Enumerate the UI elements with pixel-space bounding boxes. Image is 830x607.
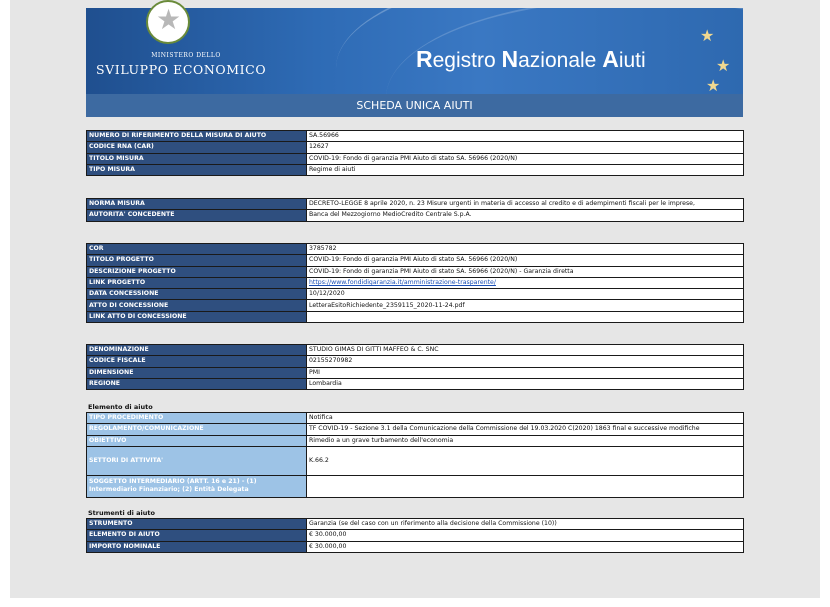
table-row: REGOLAMENTO/COMUNICAZIONE TF COVID-19 - Sezione 3.1 della Comunicazione della Commissione del 19.03.2020 C(2020) 1863 final e successive modifiche <box>87 424 744 435</box>
progetto-table <box>86 243 744 323</box>
page-subtitle-bar <box>86 94 743 117</box>
table-row: NORMA MISURA DECRETO-LEGGE 8 aprile 2020, n. 23 Misure urgenti in materia di accesso al credito e di adempimenti fiscali per le imprese, <box>87 199 744 210</box>
table-row: TIPO PROCEDIMENTO Notifica <box>87 413 744 424</box>
table-row: DENOMINAZIONE STUDIO GIMAS DI GITTI MAFFEO & C. SNC <box>87 345 744 356</box>
norma-table <box>86 198 744 222</box>
beneficiario-table <box>86 344 744 390</box>
table-row: TITOLO MISURA COVID-19: Fondo di garanzia PMI Aiuto di stato SA. 56966 (2020/N) <box>87 153 744 164</box>
emblem-star-icon: ★ <box>156 3 182 36</box>
table-row: DESCRIZIONE PROGETTO COVID-19: Fondo di garanzia PMI Aiuto di stato SA. 56966 (2020/N) - Garanzia diretta <box>87 266 744 277</box>
table-row: CODICE FISCALE 02155270982 <box>87 356 744 367</box>
table-row: COR 3785782 <box>87 244 744 255</box>
ministry-label-small: MINISTERO DELLO <box>151 52 221 59</box>
table-row: NUMERO DI RIFERIMENTO DELLA MISURA DI AIUTO SA.56966 <box>87 131 744 142</box>
table-row: STRUMENTO Garanzia (se del caso con un riferimento alla decisione della Commissione (10)) <box>87 519 744 530</box>
table-row: IMPORTO NOMINALE € 30.000,00 <box>87 541 744 552</box>
star-icon: ★ <box>706 76 721 94</box>
table-row: AUTORITA' CONCEDENTE Banca del Mezzogiorno MedioCredito Centrale S.p.A. <box>87 210 744 221</box>
strumenti-section-title: Strumenti di aiuto <box>88 509 155 517</box>
table-row: TIPO MISURA Regime di aiuti <box>87 164 744 175</box>
elemento-section-title: Elemento di aiuto <box>88 403 153 411</box>
table-row: TITOLO PROGETTO COVID-19: Fondo di garanzia PMI Aiuto di stato SA. 56966 (2020/N) <box>87 255 744 266</box>
page-subtitle: SCHEDA UNICA AIUTI <box>356 99 473 112</box>
table-row: DATA CONCESSIONE 10/12/2020 <box>87 289 744 300</box>
table-row: OBIETTIVO Rimedio a un grave turbamento dell'economia <box>87 435 744 446</box>
misura-table <box>86 130 744 176</box>
registry-title: Registro Nazionale Aiuti <box>416 46 646 72</box>
link-progetto[interactable]: https://www.fondidigaranzia.it/amministrazione-trasparente/ <box>307 277 744 288</box>
elemento-table <box>86 412 744 498</box>
star-icon: ★ <box>716 56 731 75</box>
star-icon: ★ <box>700 26 715 45</box>
table-row: LINK PROGETTO https://www.fondidigaranzia.it/amministrazione-trasparente/ <box>87 277 744 288</box>
strumenti-table <box>86 518 744 553</box>
table-row: ELEMENTO DI AIUTO € 30.000,00 <box>87 530 744 541</box>
table-row: SETTORI DI ATTIVITA' K.66.2 <box>87 446 744 475</box>
table-row: CODICE RNA (CAR) 12627 <box>87 142 744 153</box>
ministry-label: SVILUPPO ECONOMICO <box>96 62 267 77</box>
table-row: DIMENSIONE PMI <box>87 367 744 378</box>
republic-emblem-icon <box>146 0 190 44</box>
table-row: SOGGETTO INTERMEDIARIO (ARTT. 16 e 21) - (1) Intermediario Finanziario; (2) Entità Delegata <box>87 475 744 497</box>
table-row: ATTO DI CONCESSIONE LetteraEsitoRichiedente_2359115_2020-11-24.pdf <box>87 300 744 311</box>
table-row: LINK ATTO DI CONCESSIONE <box>87 311 744 322</box>
table-row: REGIONE Lombardia <box>87 378 744 389</box>
